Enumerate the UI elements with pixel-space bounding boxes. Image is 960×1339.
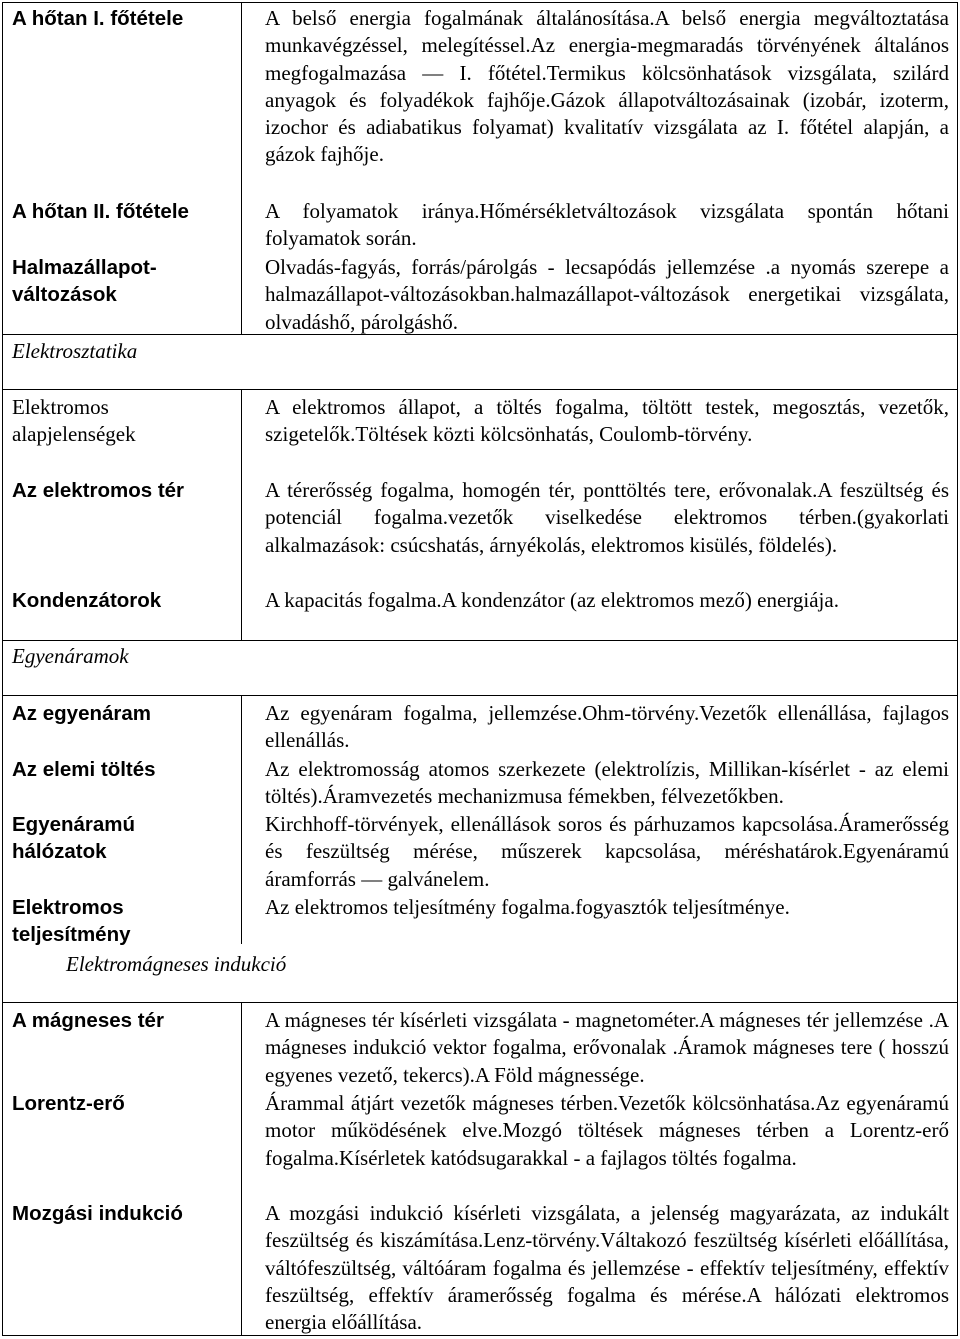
left-border [2, 2, 3, 1336]
row-description: Az elektromos teljesítmény fogalma.fogyasztók teljesítménye. [265, 895, 790, 919]
row-description: Az elektromosság atomos szerkezete (elektrolízis, Millikan-kísérlet - az elemi töltés).Áramvezetés mechanizmusa fémekben, félvezetőkben. [265, 757, 949, 809]
column-divider [241, 2, 242, 334]
row-topic: Kondenzátorok [12, 589, 162, 612]
section-divider [2, 389, 958, 390]
row-topic: Egyenáramú hálózatok [12, 813, 136, 864]
right-border [957, 2, 958, 1336]
row-topic: Halmazállapot-változások [12, 256, 157, 307]
section-heading-induction: Elektromágneses indukció [66, 952, 287, 976]
row-description: A mágneses tér kísérleti vizsgálata - magnetométer.A mágneses tér jellemzése .A mágneses indukció vektor fogalma, erővonalak .Áramok mágneses tere ( hosszú egyenes vezető, tekercs).A Föld mágnessége. [265, 1008, 949, 1087]
row-description: A mozgási indukció kísérleti vizsgálata, a jelenség magyarázata, az indukált feszültség és kiszámítása.Lenz-törvény.Váltakozó feszültség kísérleti előállítása, váltófeszültség, váltóáram fogalma és jellemzése - effektív teljesítmény, effektív feszültség, effektív áramerősség fogalma és mérése.A hálózati elektromos energia előállítása. [265, 1201, 949, 1335]
column-divider [241, 1003, 242, 1335]
row-topic: Az egyenáram [12, 702, 152, 725]
row-description: A elektromos állapot, a töltés fogalma, töltött testek, megosztás, vezetők, szigetelők.Töltések közti kölcsönhatás, Coulomb-törvény. [265, 395, 949, 447]
row-topic: Elektromos teljesítmény [12, 896, 131, 947]
row-description: A térerősség fogalma, homogén tér, ponttöltés tere, erővonalak.A feszültség és potenciál fogalma.vezetők viselkedése elektromos térben.(gyakorlati alkalmazások: csúcshatás, árnyékolás, elektromos kisülés, földelés). [265, 478, 949, 557]
row-topic: Elektromos alapjelenségek [12, 395, 136, 447]
row-topic: Az elektromos tér [12, 479, 185, 502]
section-divider [2, 1002, 958, 1003]
section-divider [2, 640, 958, 641]
row-description: A kapacitás fogalma.A kondenzátor (az elektromos mező) energiája. [265, 588, 839, 612]
section-heading-dc: Egyenáramok [12, 644, 129, 668]
column-divider [241, 390, 242, 640]
row-description: Olvadás-fagyás, forrás/párolgás - lecsapódás jellemzése .a nyomás szerepe a halmazállapot-változásokban.halmazállapot-változások energetikai vizsgálata, olvadáshő, párolgáshő. [265, 255, 949, 334]
row-description: Árammal átjárt vezetők mágneses térben.Vezetők kölcsönhatása.Az egyenáramú motor működésének elve.Mozgó töltések mágneses térben a Lorentz-erő fogalma.Kísérletek katódsugarakkal - a fajlagos töltés fogalma. [265, 1091, 949, 1170]
row-topic: A mágneses tér [12, 1009, 164, 1032]
row-topic: Mozgási indukció [12, 1202, 183, 1225]
row-description: A folyamatok iránya.Hőmérsékletváltozások vizsgálata spontán hőtani folyamatok során. [265, 199, 949, 251]
section-heading-electrostatics: Elektrosztatika [12, 339, 138, 363]
row-description: A belső energia fogalmának általánosítása.A belső energia megváltoztatása munkavégzéssel, melegítéssel.Az energia-megmaradás törvényének általános megfogalmazása — I. főtétel.Termikus kölcsönhatások vizsgálata, szilárd anyagok és folyadékok fajhője.Gázok állapotváltozásainak (izobár, izoterm, izochor és adiabatikus folyamat) kvalitatív vizsgálata az I. főtétel alapján, a gázok fajhője. [265, 6, 949, 167]
section-divider [2, 695, 958, 696]
row-topic: Lorentz-erő [12, 1092, 125, 1115]
row-topic: Az elemi töltés [12, 758, 156, 781]
row-description: Az egyenáram fogalma, jellemzése.Ohm-törvény.Vezetők ellenállása, fajlagos ellenállás. [265, 701, 949, 753]
column-divider [241, 696, 242, 944]
top-border [2, 2, 958, 3]
row-description: Kirchhoff-törvények, ellenállások soros és párhuzamos kapcsolása.Áramerősség és feszültség mérése, műszerek kapcsolása, méréshatárok.Egyenáramú áramforrás — galvánelem. [265, 812, 949, 891]
row-topic: A hőtan II. főtétele [12, 200, 189, 223]
row-topic: A hőtan I. főtétele [12, 7, 184, 30]
